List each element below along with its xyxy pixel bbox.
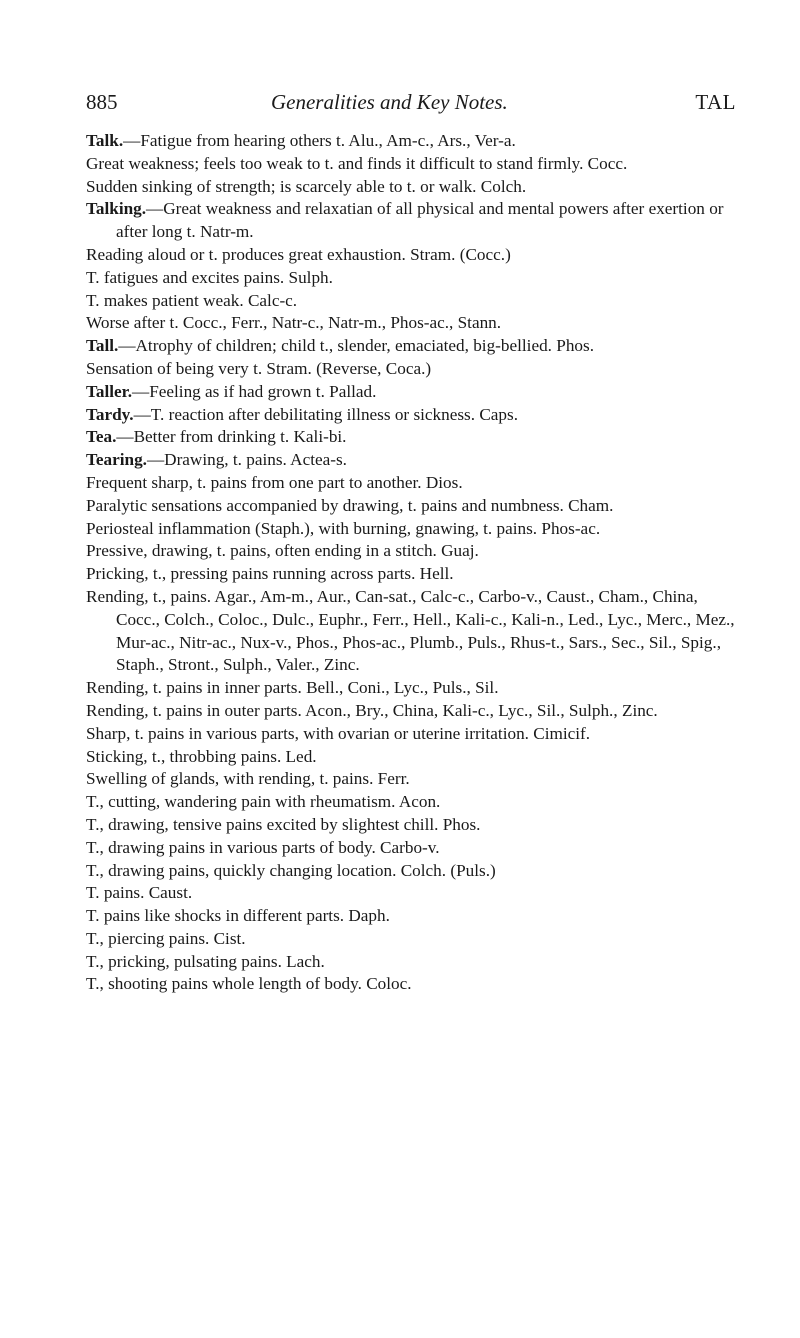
sub-entry bbox=[86, 563, 736, 586]
entry-heading: Tearing. bbox=[86, 450, 147, 470]
entry-text: —Feeling as if had grown t. Pallad. bbox=[132, 381, 377, 401]
sub-entry bbox=[86, 814, 736, 837]
entry-text: T., drawing, tensive pains excited by slightest chill. Phos. bbox=[86, 814, 481, 834]
sub-entry bbox=[86, 746, 736, 769]
entry-text: Rending, t. pains in outer parts. Acon., Bry., China, Kali-c., Lyc., Sil., Sulph., Zinc. bbox=[86, 700, 658, 720]
entry-text: Frequent sharp, t. pains from one part to another. Dios. bbox=[86, 472, 463, 492]
sub-entry bbox=[86, 312, 736, 335]
sub-entry bbox=[86, 153, 736, 176]
entry-text: T., drawing pains in various parts of body. Carbo-v. bbox=[86, 837, 440, 857]
main-entry bbox=[86, 381, 736, 404]
entry-text: Sticking, t., throbbing pains. Led. bbox=[86, 746, 317, 766]
entry-heading: Talk. bbox=[86, 131, 124, 150]
entry-text: Worse after t. Cocc., Ferr., Natr-c., Natr-m., Phos-ac., Stann. bbox=[86, 313, 502, 333]
running-title: Generalities and Key Notes. bbox=[271, 90, 508, 114]
sub-entry bbox=[86, 518, 736, 541]
entry-text: T. makes patient weak. Calc-c. bbox=[86, 290, 298, 310]
sub-entry bbox=[86, 677, 736, 700]
entry-text: T. fatigues and excites pains. Sulph. bbox=[86, 267, 333, 287]
entry-text: —T. reaction after debilitating illness or sickness. Caps. bbox=[133, 404, 519, 424]
sub-entry bbox=[86, 791, 736, 814]
entry-heading: Tardy. bbox=[86, 404, 134, 424]
sub-entry bbox=[86, 700, 736, 723]
entry-heading: Taller. bbox=[86, 381, 133, 401]
sub-entry bbox=[86, 723, 736, 746]
sub-entry bbox=[86, 860, 736, 883]
entry-text: T., piercing pains. Cist. bbox=[86, 928, 246, 948]
entry-text: Reading aloud or t. produces great exhaustion. Stram. (Cocc.) bbox=[86, 244, 511, 264]
entry-text: Swelling of glands, with rending, t. pains. Ferr. bbox=[86, 769, 410, 789]
entry-text: T., cutting, wandering pain with rheumatism. Acon. bbox=[86, 792, 441, 812]
sub-entry bbox=[86, 586, 736, 677]
entry-text: Rending, t. pains in inner parts. Bell., Coni., Lyc., Puls., Sil. bbox=[86, 678, 499, 698]
sub-entry bbox=[86, 495, 736, 518]
entry-heading: Tall. bbox=[86, 336, 119, 356]
entry-text: Pricking, t., pressing pains running across parts. Hell. bbox=[86, 564, 454, 584]
entry-text: Sudden sinking of strength; is scarcely able to t. or walk. Colch. bbox=[86, 176, 527, 196]
main-entry bbox=[86, 335, 736, 358]
sub-entry bbox=[86, 905, 736, 928]
entry-text: T., shooting pains whole length of body. Coloc. bbox=[86, 974, 412, 994]
page-number: 885 bbox=[86, 90, 118, 114]
entry-text: T., drawing pains, quickly changing location. Colch. (Puls.) bbox=[86, 860, 496, 880]
entry-text: T. pains like shocks in different parts. Daph. bbox=[86, 906, 390, 926]
sub-entry bbox=[86, 290, 736, 313]
sub-entry bbox=[86, 928, 736, 951]
entry-text: Paralytic sensations accompanied by drawing, t. pains and numbness. Cham. bbox=[86, 495, 614, 515]
sub-entry bbox=[86, 837, 736, 860]
main-entry bbox=[86, 404, 736, 427]
sub-entry bbox=[86, 951, 736, 974]
entry-list bbox=[86, 130, 736, 996]
sub-entry bbox=[86, 472, 736, 495]
running-header bbox=[86, 90, 736, 120]
sub-entry bbox=[86, 882, 736, 905]
entry-text: —Better from drinking t. Kali-bi. bbox=[116, 427, 347, 447]
sub-entry bbox=[86, 176, 736, 199]
entry-text: Pressive, drawing, t. pains, often ending in a stitch. Guaj. bbox=[86, 541, 479, 561]
entry-text: Rending, t., pains. Agar., Am-m., Aur., Can-sat., Calc-c., Carbo-v., Caust., Cham., China, Cocc., Colch., Coloc., Dulc., Euphr., Ferr., Hell., Kali-c., Kali-n., Led., Lyc., Merc., Mez., Mur-ac., Nitr-ac., Nux-v., Phos., Phos-ac., Plumb., Puls., Rhus-t., Sars., Sec., Sil., Spig., Staph., Stront., Sulph., Valer., Zinc. bbox=[86, 586, 735, 675]
entry-text: —Fatigue from hearing others t. Alu., Am-c., Ars., Ver-a. bbox=[123, 131, 516, 150]
main-entry bbox=[86, 130, 736, 153]
entry-text: Sensation of being very t. Stram. (Reverse, Coca.) bbox=[86, 358, 432, 378]
entry-heading: Tea. bbox=[86, 427, 117, 447]
sub-entry bbox=[86, 267, 736, 290]
main-entry bbox=[86, 426, 736, 449]
sub-entry bbox=[86, 358, 736, 381]
entry-text: T., pricking, pulsating pains. Lach. bbox=[86, 951, 325, 971]
sub-entry bbox=[86, 973, 736, 996]
entry-heading: Talking. bbox=[86, 199, 147, 219]
entry-text: T. pains. Caust. bbox=[86, 883, 193, 903]
sub-entry bbox=[86, 768, 736, 791]
entry-text: Great weakness; feels too weak to t. and finds it difficult to stand firmly. Cocc. bbox=[86, 153, 628, 173]
sub-entry bbox=[86, 540, 736, 563]
sub-entry bbox=[86, 244, 736, 267]
section-abbreviation: TAL bbox=[695, 90, 736, 114]
entry-text: —Great weakness and relaxatian of all physical and mental powers after exertion or after long t. Natr-m. bbox=[116, 199, 724, 242]
entry-text: —Drawing, t. pains. Actea-s. bbox=[146, 450, 347, 470]
main-entry bbox=[86, 198, 736, 244]
entry-text: Sharp, t. pains in various parts, with ovarian or uterine irritation. Cimicif. bbox=[86, 723, 591, 743]
main-entry bbox=[86, 449, 736, 472]
entry-text: Periosteal inflammation (Staph.), with burning, gnawing, t. pains. Phos-ac. bbox=[86, 518, 601, 538]
entry-text: —Atrophy of children; child t., slender, emaciated, big-bellied. Phos. bbox=[118, 336, 594, 356]
